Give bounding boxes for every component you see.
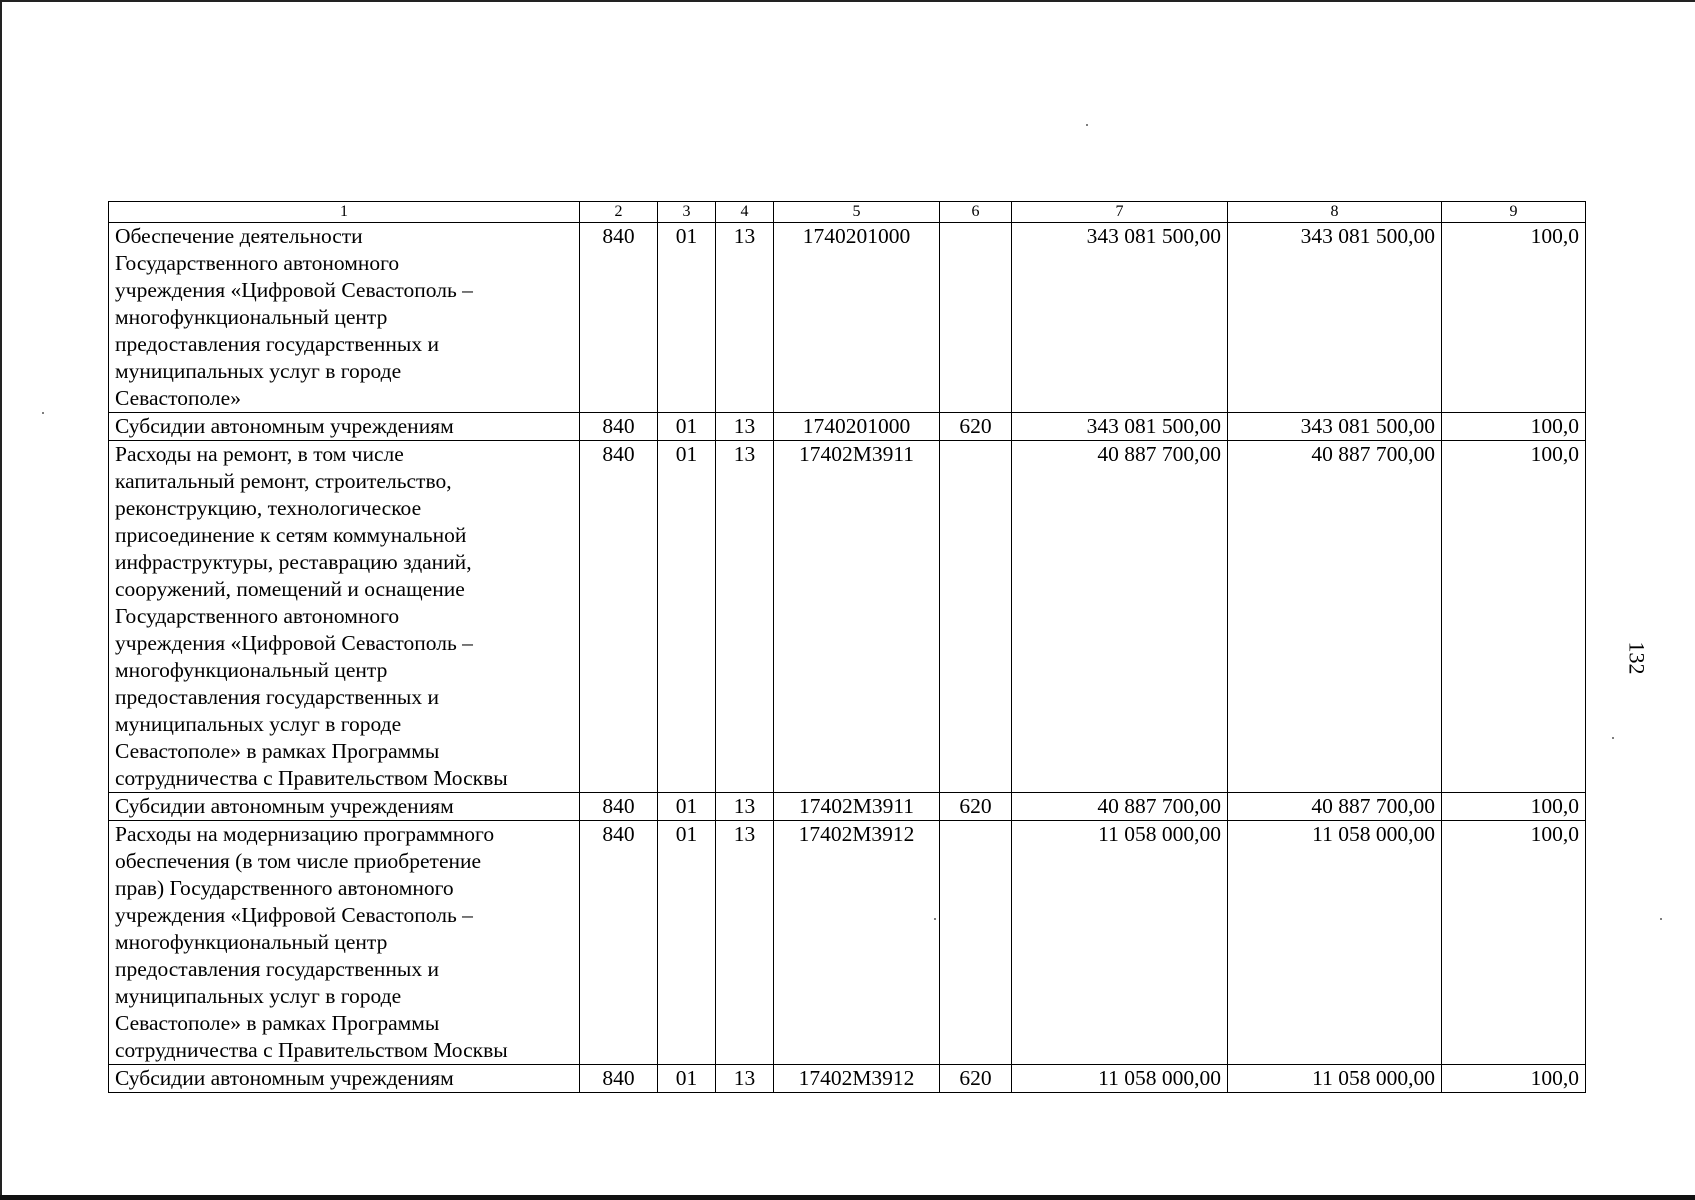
target-article-cell: 1740201000 [774,223,940,413]
scan-speck [1612,737,1614,739]
expense-type-cell: 620 [940,413,1012,441]
expense-type-cell [940,223,1012,413]
target-article-cell: 17402М3911 [774,441,940,793]
expense-name-cell: Расходы на модернизацию программного обеспечения (в том числе приобретение прав) Государственного автономного учреждения «Цифровой Севастополь – многофункциональный центр предоставления государственных и муниципальных услуг в городе Севастополе» в рамках Программы сотрудничества с Правительством Москвы [109,821,580,1065]
subsection-code-cell: 13 [716,1065,774,1093]
column-number-row [109,202,1586,223]
column-header: 7 [1012,202,1228,223]
execution-percent-cell: 100,0 [1442,821,1586,1065]
expense-name-cell: Расходы на ремонт, в том числе капитальный ремонт, строительство, реконструкцию, технологическое присоединение к сетям коммунальной инфраструктуры, реставрацию зданий, сооружений, помещений и оснащение Государственного автономного учреждения «Цифровой Севастополь – многофункциональный центр предоставления государственных и муниципальных услуг в городе Севастополе» в рамках Программы сотрудничества с Правительством Москвы [109,441,580,793]
column-header: 3 [658,202,716,223]
table-row [109,413,1586,441]
execution-percent-cell: 100,0 [1442,413,1586,441]
subsection-code-cell: 13 [716,223,774,413]
executed-amount-cell: 11 058 000,00 [1228,821,1442,1065]
department-code-cell: 840 [580,223,658,413]
table-row [109,793,1586,821]
executed-amount-cell: 40 887 700,00 [1228,441,1442,793]
expense-type-cell: 620 [940,793,1012,821]
execution-percent-cell: 100,0 [1442,223,1586,413]
target-article-cell: 17402М3911 [774,793,940,821]
subsection-code-cell: 13 [716,821,774,1065]
approved-amount-cell: 40 887 700,00 [1012,793,1228,821]
subsection-code-cell: 13 [716,413,774,441]
department-code-cell: 840 [580,441,658,793]
approved-amount-cell: 343 081 500,00 [1012,413,1228,441]
table-row [109,821,1586,1065]
department-code-cell: 840 [580,413,658,441]
section-code-cell: 01 [658,413,716,441]
column-header: 9 [1442,202,1586,223]
column-header: 6 [940,202,1012,223]
scan-border-bottom [0,1195,1695,1200]
executed-amount-cell: 343 081 500,00 [1228,223,1442,413]
section-code-cell: 01 [658,223,716,413]
subsection-code-cell: 13 [716,793,774,821]
execution-percent-cell: 100,0 [1442,793,1586,821]
expense-name-cell: Субсидии автономным учреждениям [109,793,580,821]
table-row [109,223,1586,413]
department-code-cell: 840 [580,821,658,1065]
expense-type-cell: 620 [940,1065,1012,1093]
section-code-cell: 01 [658,821,716,1065]
target-article-cell: 17402М3912 [774,1065,940,1093]
scan-speck [42,412,44,414]
expense-type-cell [940,441,1012,793]
target-article-cell: 17402М3912 [774,821,940,1065]
expense-name-cell: Субсидии автономным учреждениям [109,1065,580,1093]
executed-amount-cell: 40 887 700,00 [1228,793,1442,821]
column-header: 2 [580,202,658,223]
column-header: 5 [774,202,940,223]
section-code-cell: 01 [658,1065,716,1093]
executed-amount-cell: 343 081 500,00 [1228,413,1442,441]
subsection-code-cell: 13 [716,441,774,793]
execution-percent-cell: 100,0 [1442,441,1586,793]
executed-amount-cell: 11 058 000,00 [1228,1065,1442,1093]
column-header: 8 [1228,202,1442,223]
page-number: 132 [1624,641,1650,675]
column-header: 1 [109,202,580,223]
approved-amount-cell: 40 887 700,00 [1012,441,1228,793]
scan-speck [1086,124,1088,126]
department-code-cell: 840 [580,1065,658,1093]
target-article-cell: 1740201000 [774,413,940,441]
section-code-cell: 01 [658,441,716,793]
scan-speck [1660,918,1662,920]
expense-type-cell [940,821,1012,1065]
approved-amount-cell: 11 058 000,00 [1012,821,1228,1065]
budget-table [108,201,1586,1093]
department-code-cell: 840 [580,793,658,821]
scan-border-top [0,0,1695,2]
table-row [109,1065,1586,1093]
expense-name-cell: Субсидии автономным учреждениям [109,413,580,441]
table-row [109,441,1586,793]
execution-percent-cell: 100,0 [1442,1065,1586,1093]
expense-name-cell: Обеспечение деятельности Государственного автономного учреждения «Цифровой Севастополь – многофункциональный центр предоставления государственных и муниципальных услуг в городе Севастополе» [109,223,580,413]
scan-border-left [0,0,2,1200]
column-header: 4 [716,202,774,223]
section-code-cell: 01 [658,793,716,821]
approved-amount-cell: 11 058 000,00 [1012,1065,1228,1093]
approved-amount-cell: 343 081 500,00 [1012,223,1228,413]
